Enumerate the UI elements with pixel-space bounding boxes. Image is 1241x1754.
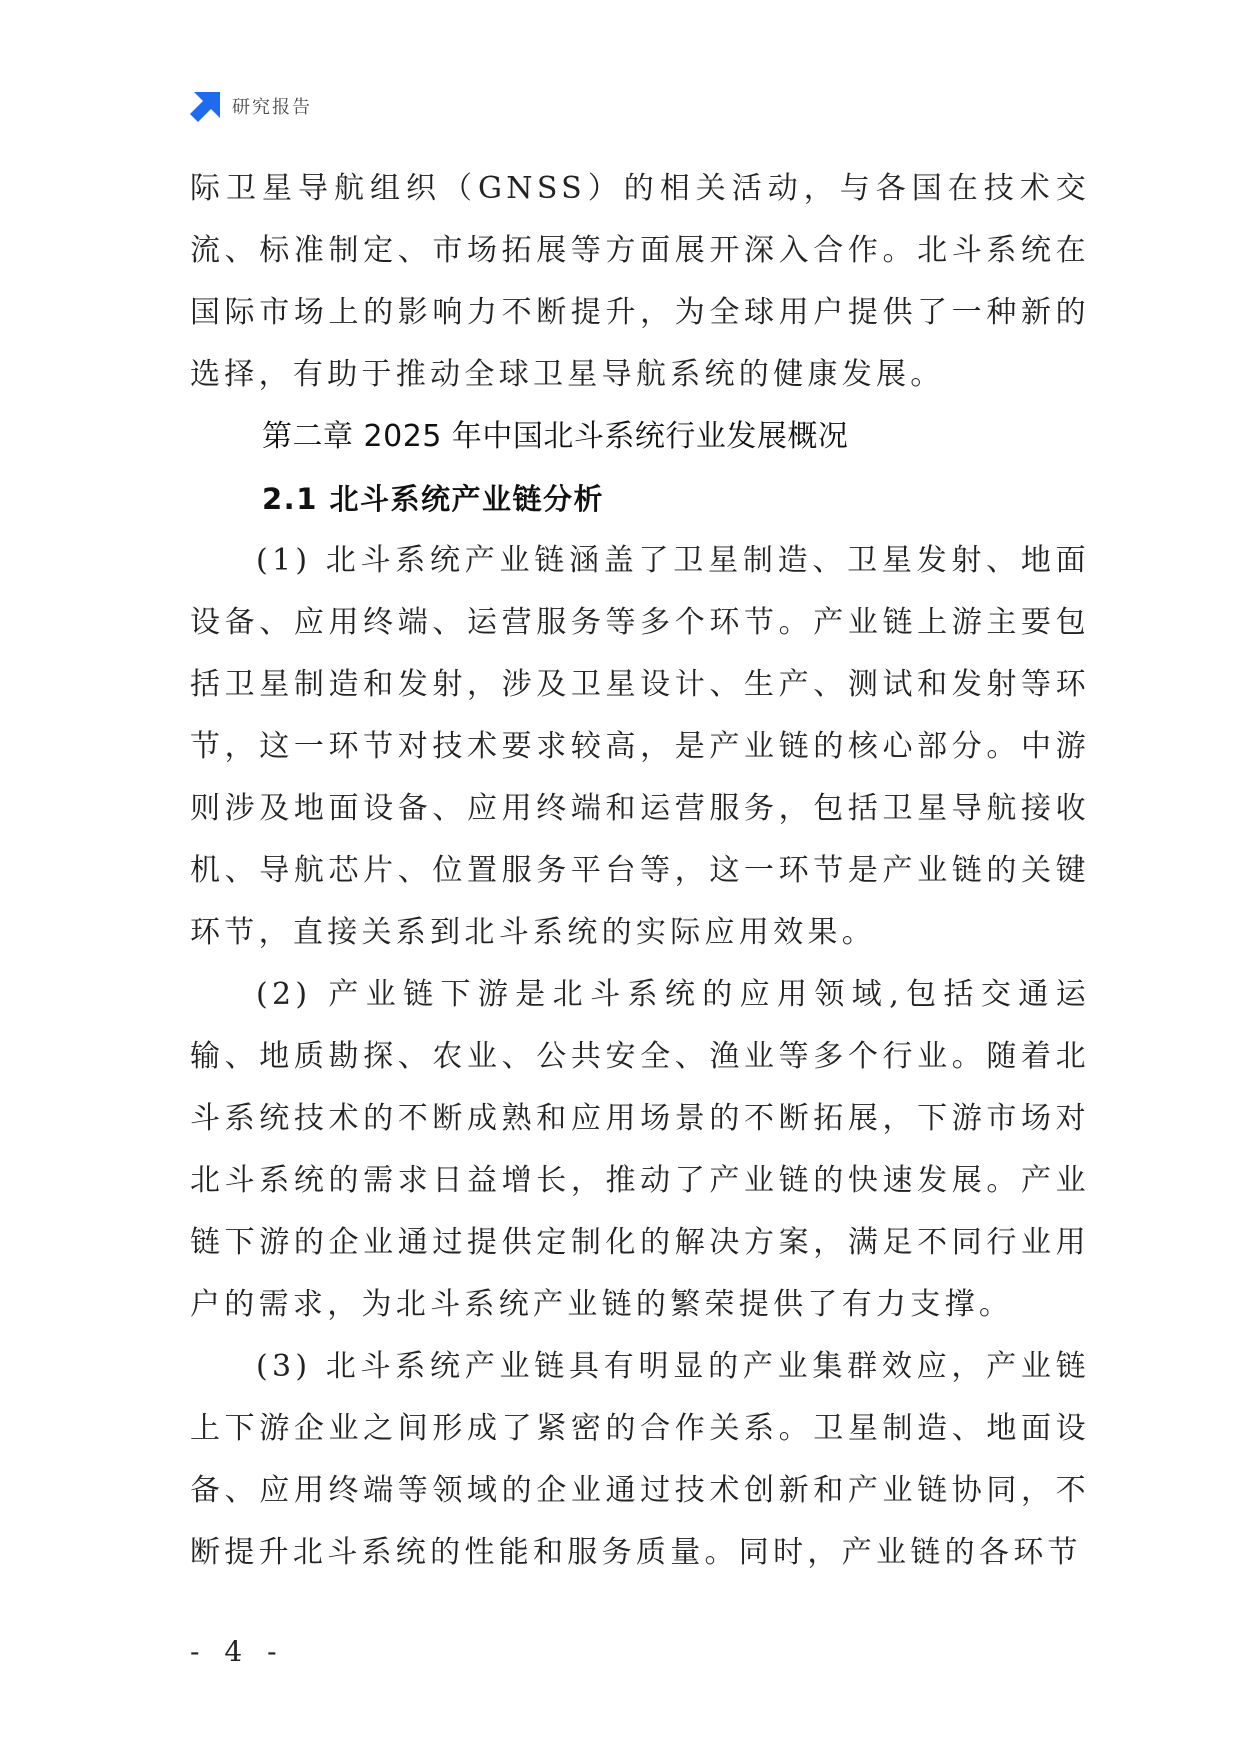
page-number: - 4 -: [190, 1635, 285, 1668]
intro-paragraph: 际卫星导航组织（GNSS）的相关活动，与各国在技术交流、标准制定、市场拓展等方面展开深入合作。北斗系统在国际市场上的影响力不断提升，为全球用户提供了一种新的选择，有助于推动全球卫星导航系统的健康发展。: [190, 171, 1090, 392]
paragraph-3: (3) 北斗系统产业链具有明显的产业集群效应，产业链上下游企业之间形成了紧密的合作关系。卫星制造、地面设备、应用终端等领域的企业通过技术创新和产业链协同，不断提升北斗系统的性能和服务质量。同时，产业链的各环节: [190, 1349, 1090, 1570]
section-title: 2.1 北斗系统产业链分析: [262, 482, 604, 516]
report-label: 研究报告: [232, 97, 312, 118]
arrow-logo-icon: [190, 90, 222, 122]
paragraph-1: (1) 北斗系统产业链涵盖了卫星制造、卫星发射、地面设备、应用终端、运营服务等多个环节。产业链上游主要包括卫星制造和发射，涉及卫星设计、生产、测试和发射等环节，这一环节对技术要求较高，是产业链的核心部分。中游则涉及地面设备、应用终端和运营服务，包括卫星导航接收机、导航芯片、位置服务平台等，这一环节是产业链的关键环节，直接关系到北斗系统的实际应用效果。: [190, 543, 1090, 950]
paragraph-2: (2) 产业链下游是北斗系统的应用领域,包括交通运输、地质勘探、农业、公共安全、渔业等多个行业。随着北斗系统技术的不断成熟和应用场景的不断拓展，下游市场对北斗系统的需求日益增长，推动了产业链的快速发展。产业链下游的企业通过提供定制化的解决方案，满足不同行业用户的需求，为北斗系统产业链的繁荣提供了有力支撑。: [190, 977, 1090, 1322]
document-body: [190, 158, 1090, 1584]
page-header: [190, 88, 312, 124]
chapter-title: 第二章 2025 年中国北斗系统行业发展概况: [262, 419, 849, 454]
